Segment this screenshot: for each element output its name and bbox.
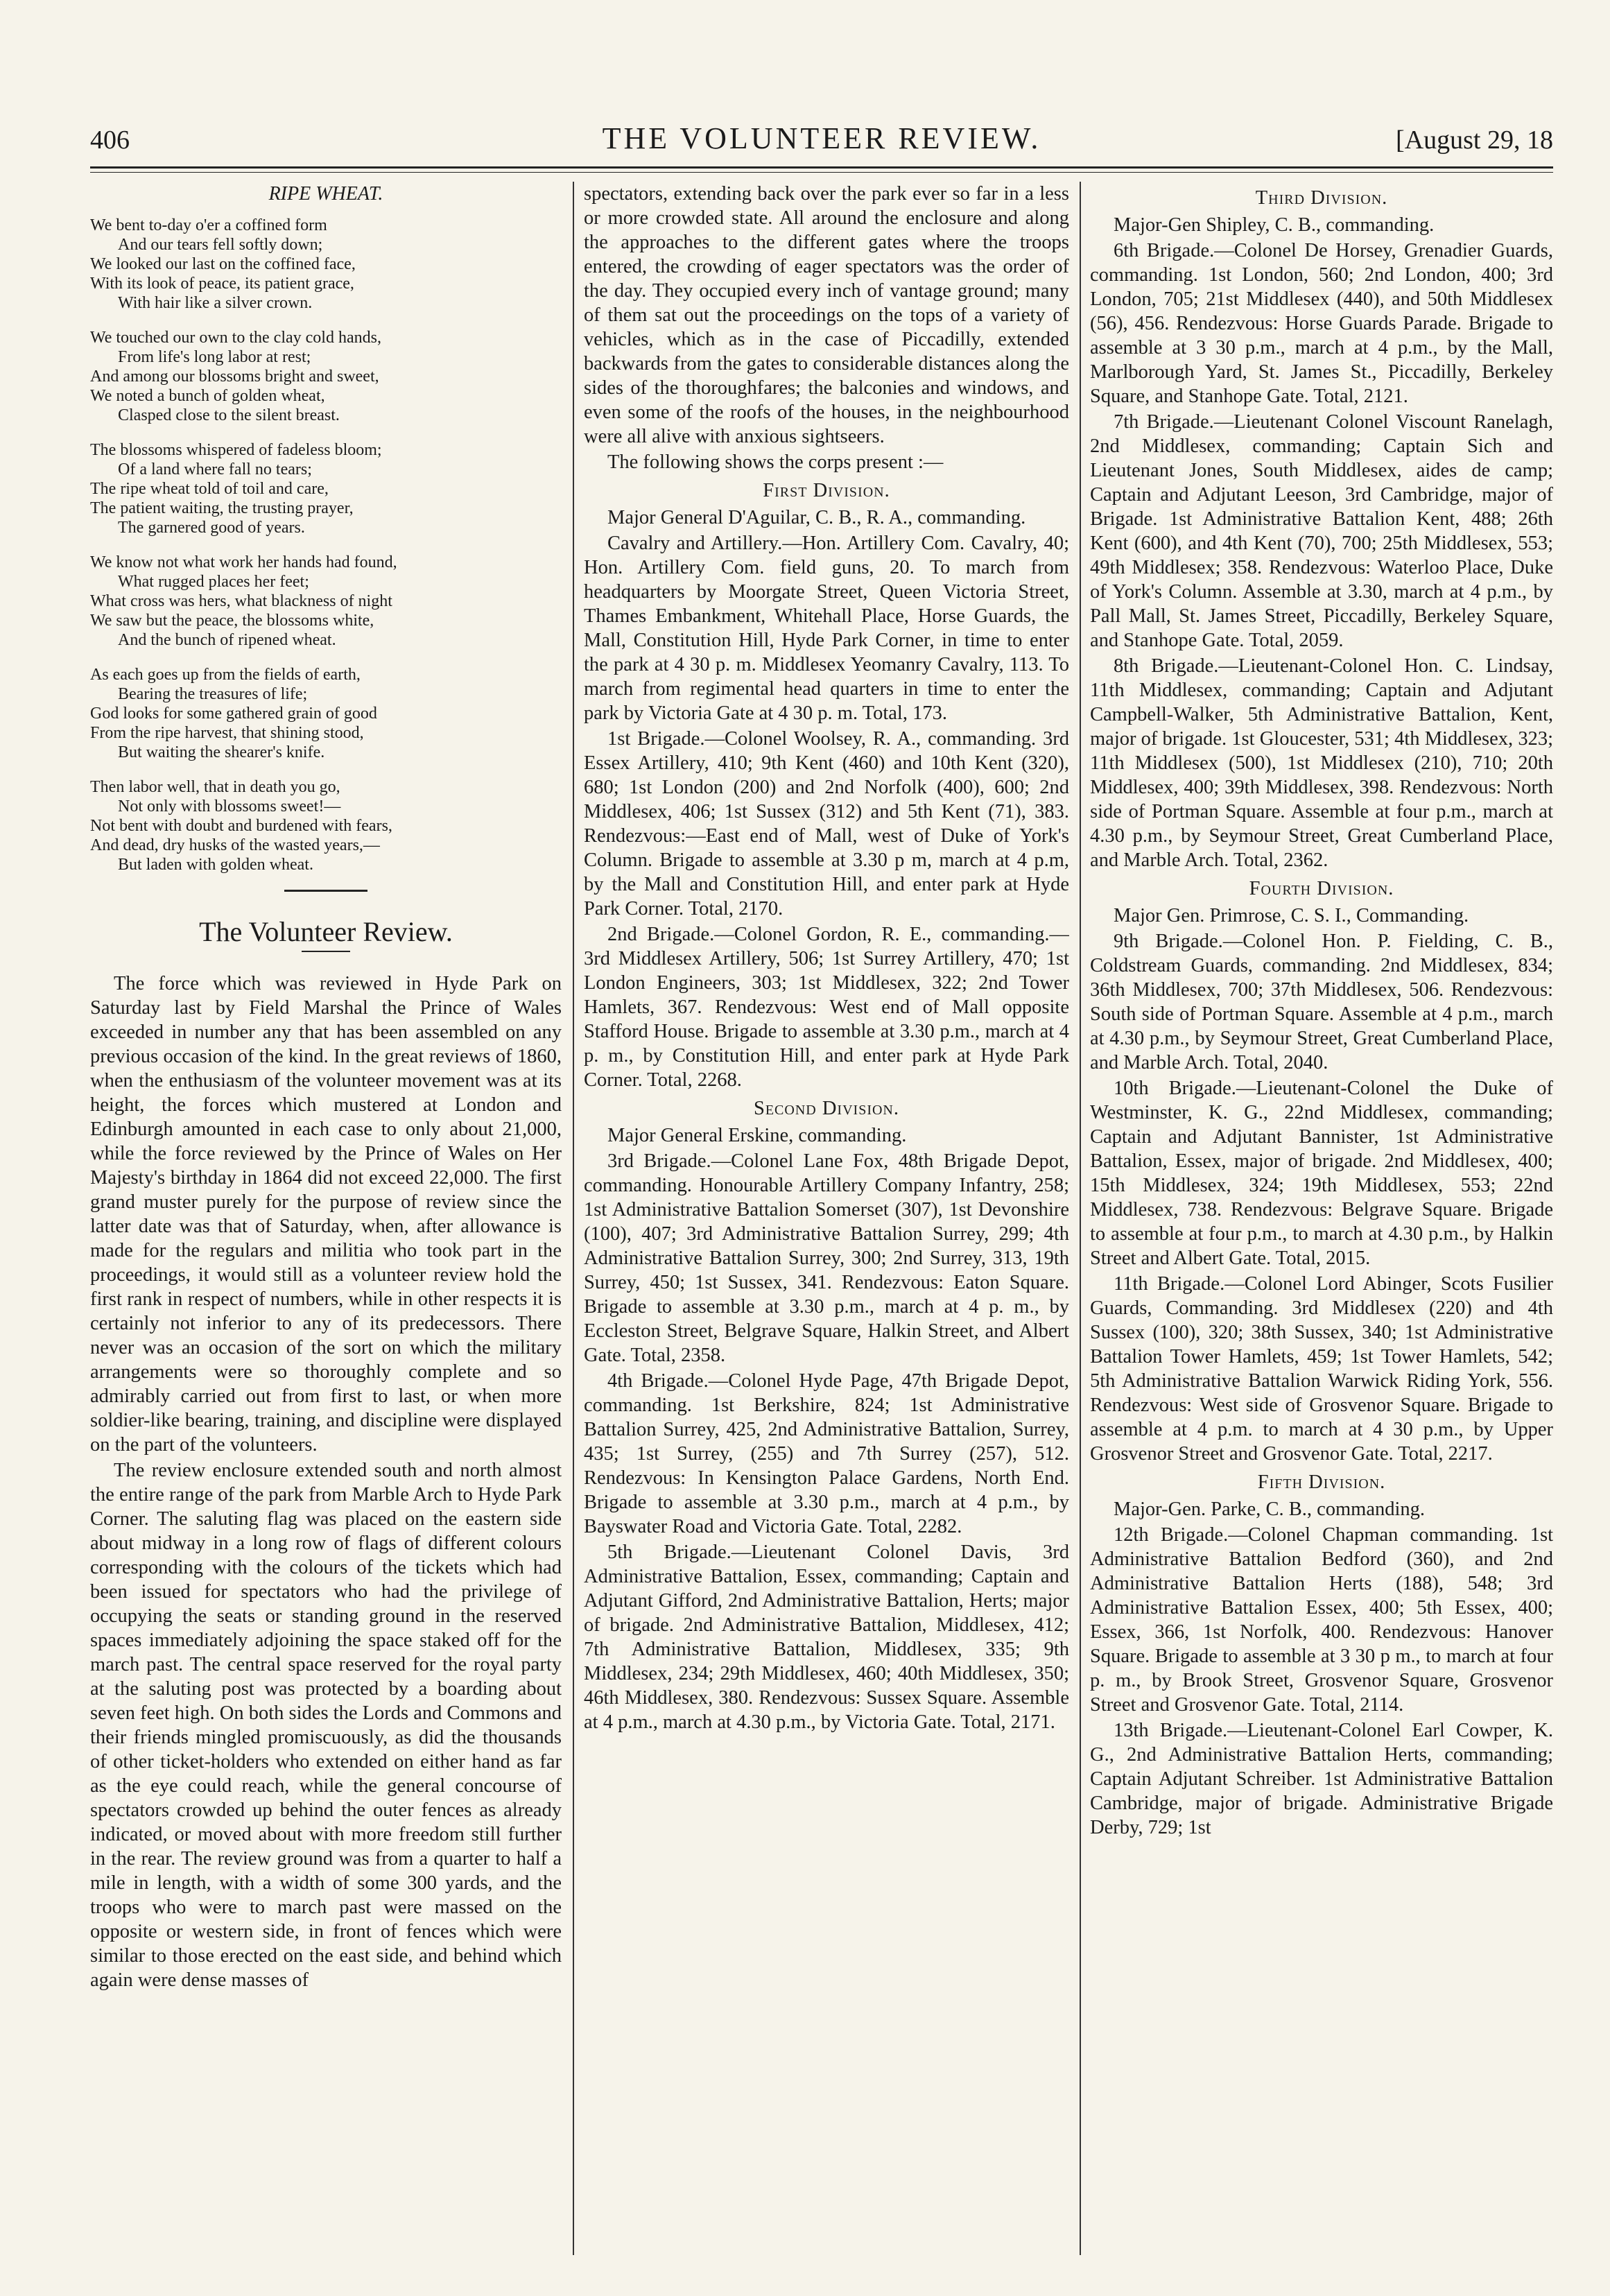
poem-line: We noted a bunch of golden wheat, xyxy=(90,387,325,405)
article-paragraph: 6th Brigade.—Colonel De Horsey, Grenadier Guards, commanding. 1st London, 560; 2nd London, 400; 3rd London, 705; 21st Middlesex (440), and 50th Middlesex (56), 456. Rendezvous: Horse Guards Parade. Brigade to assemble at 3 30 p.m., march at 4 p.m., by the Mall, Marlborough Yard, St. James St., Piccadilly, Berkeley Square, and Stanhope Gate. Total, 2121. xyxy=(1090,240,1553,407)
article-paragraph: 1st Brigade.—Colonel Woolsey, R. A., commanding. 3rd Essex Artillery, 410; 9th Kent (460) and 10th Kent (320), 680; 1st London (200) and 2nd Norfolk (400), 600; 2nd Middlesex, 406; 1st Sussex (312) and 5th Kent (71), 383. Rendezvous:—East end of Mall, west of Duke of York's Column. Brigade to assemble at 3.30 p m, march at 4 p.m, by the Mall and Constitution Hill, and enter park at Hyde Park Corner. Total, 2170. xyxy=(584,728,1069,920)
poem-line: But laden with golden wheat. xyxy=(118,856,313,874)
article-paragraph: Major-Gen Shipley, C. B., commanding. xyxy=(1114,214,1435,236)
poem-line: We touched our own to the clay cold hands, xyxy=(90,329,381,347)
poem-line: Bearing the treasures of life; xyxy=(118,685,308,703)
article-paragraph: The force which was reviewed in Hyde Park on Saturday last by Field Marshal the Prince of Wales exceeded in number any that has been assembled on any previous occasion of the kind. In the great reviews of 1860, when the enthusiasm of the volunteer movement was at its height, the forces which mustered at London and Edinburgh amounted in each case to only about 21,000, while the force reviewed by the Prince of Wales on Her Majesty's birthday in 1864 did not exceed 22,000. The first grand muster purely for the purpose of review since the latter date was that of Saturday, when, after allowance is made for the regulars and militia who took part in the proceedings, it would still as a volunteer review hold the first rank in respect of numbers, while in other respects it is certainly not inferior to any of its predecessors. There never was an occasion of the sort on which the military arrangements were so thoroughly complete and so admirably carried out from first to last, or when more soldier-like bearing, training, and discipline were displayed on the part of the volunteers. xyxy=(90,973,562,1456)
poem-line: With hair like a silver crown. xyxy=(118,294,313,312)
poem-line: But waiting the shearer's knife. xyxy=(118,743,325,761)
poem-line: Of a land where fall no tears; xyxy=(118,460,312,478)
page-number: 406 xyxy=(90,126,130,155)
article-paragraph: spectators, extending back over the park ever so far in a less or more crowded state. All around the enclosure and along the approaches to the different gates where the troops entered, the crowding of eager spectators was the order of the day. They occupied every inch of vantage ground; many of them sat out the proceedings on the tops of a variety of vehicles, which as in the case of Piccadilly, extended backwards from the gates to considerable distances along the sides of the thoroughfares; the balconies and windows, and even some of the roofs of the houses, in the neighbourhood were all alive with anxious sightseers. xyxy=(584,183,1069,447)
masthead-title: THE VOLUNTEER REVIEW. xyxy=(602,121,1041,155)
poem-stanza xyxy=(90,440,562,537)
poem-line: What rugged places her feet; xyxy=(118,573,309,591)
article-paragraph: The following shows the corps present :— xyxy=(607,451,944,473)
poem-line: Not bent with doubt and burdened with fears, xyxy=(90,817,392,835)
poem-line: The garnered good of years. xyxy=(118,519,305,537)
column-3 xyxy=(1090,182,1553,2255)
page-header xyxy=(90,119,1553,161)
poem-line: And among our blossoms bright and sweet, xyxy=(90,368,379,386)
article-paragraph: 4th Brigade.—Colonel Hyde Page, 47th Brigade Depot, commanding. 1st Berkshire, 824; 1st Administrative Battalion Surrey, 425, 2nd Administrative Battalion, Surrey, 435; 1st Surrey, (255) and 7th Surrey (257), 512. Rendezvous: In Kensington Palace Gardens, North End. Brigade to assemble at 3.30 p.m., march at 4 p.m., by Bayswater Road and Victoria Gate. Total, 2282. xyxy=(584,1370,1069,1537)
article-title-rule xyxy=(302,951,350,952)
poem-line: With its look of peace, its patient grace, xyxy=(90,275,354,293)
division-heading: Fourth Division. xyxy=(1249,878,1394,899)
article-paragraph: The review enclosure extended south and north almost the entire range of the park from Marble Arch to Hyde Park Corner. The saluting flag was placed on the eastern side about midway in a long row of flags of different colours corresponding with the colours of the tickets which had been issued for spectators who had the privilege of occupying the seats or standing ground in the reserved spaces immediately adjoining the space staked off for the march past. The central space reserved for the royal party at the saluting post was protected by a boarding about seven feet high. On both sides the Lords and Commons and their friends mingled promiscuously, as did the thousands of other ticket-holders who extended on either hand as far as the eye could reach, while the general concourse of spectators crowded up behind the outer fences as already indicated, or moved about with more freedom still further in the rear. The review ground was from a quarter to half a mile in length, with a width of some 300 yards, and the troops who were to march past were massed on the opposite or western side, in front of fences which were similar to those erected on the east side, and behind which again were dense masses of xyxy=(90,1460,562,1991)
poem-line: God looks for some gathered grain of good xyxy=(90,705,377,723)
division-heading: First Division. xyxy=(763,480,890,501)
poem-line: Not only with blossoms sweet!— xyxy=(118,797,341,815)
poem-line: As each goes up from the fields of earth, xyxy=(90,666,361,684)
poem-line: We saw but the peace, the blossoms white, xyxy=(90,612,374,630)
article-paragraph: 7th Brigade.—Lieutenant Colonel Viscount Ranelagh, 2nd Middlesex, commanding; Captain Sich and Lieutenant Jones, South Middlesex, aides de camp; Captain and Adjutant Leeson, 3rd Cambridge, major of Brigade. 1st Administrative Battalion Kent, 488; 26th Kent (600), and 4th Kent (70), 700; 25th Middlesex, 553; 49th Middlesex; 358. Rendezvous: Waterloo Place, Duke of York's Column. Assemble at 3.30, march at 4 p.m., by Pall Mall, St. James Street, Piccadilly, Berkeley Square, and Stanhope Gate. Total, 2059. xyxy=(1090,411,1553,651)
division-heading: Fifth Division. xyxy=(1257,1471,1386,1493)
poem-line: We know not what work her hands had found, xyxy=(90,553,397,571)
column-divider xyxy=(573,182,574,2255)
division-heading: Second Division. xyxy=(753,1098,899,1119)
article-paragraph: 5th Brigade.—Lieutenant Colonel Davis, 3rd Administrative Battalion, Essex, commanding; Captain and Adjutant Gifford, 2nd Administrative Battalion, Herts; major of brigade. 2nd Administrative Battalion, Middlesex, 412; 7th Administrative Battalion, Middlesex, 335; 9th Middlesex, 234; 29th Middlesex, 460; 40th Middlesex, 350; 46th Middlesex, 380. Rendezvous: Sussex Square. Assemble at 4 p.m., march at 4.30 p.m., by Victoria Gate. Total, 2171. xyxy=(584,1542,1069,1733)
header-rule-thin xyxy=(90,172,1553,173)
poem-line: What cross was hers, what blackness of night xyxy=(90,592,392,610)
article-paragraph: 10th Brigade.—Lieutenant-Colonel the Duke of Westminster, K. G., 22nd Middlesex, commanding; Captain and Adjutant Bannister, 1st Administrative Battalion, Essex, major of brigade. 2nd Middlesex, 400; 15th Middlesex, 324; 19th Middlesex, 553; 22nd Middlesex, 738. Rendezvous: Belgrave Square. Brigade to assemble at four p.m., to march at 4.30 p.m., by Halkin Street and Albert Gate. Total, 2015. xyxy=(1090,1078,1553,1269)
article-paragraph: 2nd Brigade.—Colonel Gordon, R. E., commanding.—3rd Middlesex Artillery, 506; 1st Surrey Artillery, 470; 1st London Engineers, 303; 1st Middlesex, 322; 2nd Tower Hamlets, 367. Rendezvous: West end of Mall opposite Stafford House. Brigade to assemble at 3.30 p.m., march at 4 p. m., by Constitution Hill, and enter park at Hyde Park Corner. Total, 2268. xyxy=(584,924,1069,1091)
poem-line: Then labor well, that in death you go, xyxy=(90,778,340,796)
poem-stanza xyxy=(90,328,562,425)
poem-line: And the bunch of ripened wheat. xyxy=(118,631,336,649)
poem-stanza xyxy=(90,553,562,650)
poem-body xyxy=(90,216,562,874)
column-1 xyxy=(90,182,562,2255)
poem-line: And our tears fell softly down; xyxy=(118,236,323,254)
article-paragraph: Major-Gen. Parke, C. B., commanding. xyxy=(1114,1499,1426,1520)
division-heading: Third Division. xyxy=(1255,187,1388,209)
article-paragraph: 13th Brigade.—Lieutenant-Colonel Earl Cowper, K. G., 2nd Administrative Battalion Herts, commanding; Captain Adjutant Schreiber. 1st Administrative Battalion Cambridge, major of brigade. Administrative Brigade Derby, 729; 1st xyxy=(1090,1720,1553,1838)
column-2 xyxy=(584,182,1069,2255)
article-paragraph: 9th Brigade.—Colonel Hon. P. Fielding, C. B., Coldstream Guards, commanding. 2nd Middlesex, 834; 36th Middlesex, 700; 37th Middlesex, 506. Rendezvous: South side of Portman Square. Assemble at 4 p.m., march at 4.30 p.m., by Seymour Street, Great Cumberland Place, and Marble Arch. Total, 2040. xyxy=(1090,931,1553,1073)
poem-stanza xyxy=(90,777,562,874)
article-title: The Volunteer Review. xyxy=(199,916,453,947)
poem-line: The blossoms whispered of fadeless bloom; xyxy=(90,441,382,459)
article-paragraph: Major General D'Aguilar, C. B., R. A., commanding. xyxy=(607,507,1026,528)
poem-line: Clasped close to the silent breast. xyxy=(118,406,340,424)
poem-line: And dead, dry husks of the wasted years,— xyxy=(90,836,380,854)
article-paragraph: 8th Brigade.—Lieutenant-Colonel Hon. C. Lindsay, 11th Middlesex, commanding; Captain and Adjutant Campbell-Walker, 5th Administrative Battalion, Kent, major of brigade. 1st Gloucester, 531; 4th Middlesex, 323; 11th Middlesex (500), 1st Middlesex (210), 710; 20th Middlesex, 400; 39th Middlesex, 398. Rendezvous: North side of Portman Square. Assemble at four p.m., march at 4.30 p.m., by Seymour Street, Great Cumberland Place, and Marble Arch. Total, 2362. xyxy=(1090,655,1553,871)
poem-line: The ripe wheat told of toil and care, xyxy=(90,480,329,498)
column-divider xyxy=(1080,182,1081,2255)
article-paragraph: Major General Erskine, commanding. xyxy=(607,1125,907,1146)
article-paragraph: 12th Brigade.—Colonel Chapman commanding. 1st Administrative Battalion Bedford (360), and 2nd Administrative Battalion Herts (188), 548; 3rd Administrative Battalion Essex, 400; 5th Essex, 400; Essex, 366, 1st Norfolk, 400. Rendezvous: Hanover Square. Brigade to assemble at 3 30 p m., to march at four p. m., by Brook Street, Grosvenor Square, Grosvenor Street and Grosvenor Gate. Total, 2114. xyxy=(1090,1524,1553,1716)
article-paragraph: 11th Brigade.—Colonel Lord Abinger, Scots Fusilier Guards, Commanding. 3rd Middlesex (220) and 4th Sussex (100), 320; 38th Sussex, 340; 1st Administrative Battalion Tower Hamlets, 459; 1st Tower Hamlets, 542; 5th Administrative Battalion Warwick Riding York, 556. Rendezvous: West side of Grosvenor Square. Brigade to assemble at 4 p.m. to march at 4 30 p.m., by Upper Grosvenor Street and Grosvenor Gate. Total, 2217. xyxy=(1090,1273,1553,1465)
poem-line: From life's long labor at rest; xyxy=(118,348,311,366)
article-paragraph: Cavalry and Artillery.—Hon. Artillery Com. Cavalry, 40; Hon. Artillery Com. field guns, 20. To march from headquarters by Moorgate Street, Queen Victoria Street, Thames Embankment, Whitehall Place, Horse Guards, the Mall, Constitution Hill, Hyde Park Corner, in time to enter the park at 4 30 p. m. Middlesex Yeomanry Cavalry, 113. To march from regimental head quarters in time to enter the park by Victoria Gate at 4 30 p. m. Total, 173. xyxy=(584,533,1069,724)
poem-line: The patient waiting, the trusting prayer, xyxy=(90,499,354,517)
poem-line: From the ripe harvest, that shining stood, xyxy=(90,724,364,742)
poem-stanza xyxy=(90,216,562,313)
header-rule xyxy=(90,166,1553,169)
issue-date: [August 29, 18 xyxy=(1396,126,1553,155)
article-paragraph: 3rd Brigade.—Colonel Lane Fox, 48th Brigade Depot, commanding. Honourable Artillery Company Infantry, 258; 1st Administrative Battalion Somerset (307), 1st Devonshire (100), 407; 3rd Administrative Battalion Surrey, 299; 4th Administrative Battalion Surrey, 300; 2nd Surrey, 313, 19th Surrey, 450; 1st Sussex, 341. Rendezvous: Eaton Square. Brigade to assemble at 3.30 p.m., march at 4 p. m., by Eccleston Street, Belgrave Square, Halkin Street, and Albert Gate. Total, 2358. xyxy=(584,1150,1069,1366)
poem-title: RIPE WHEAT. xyxy=(268,183,383,205)
poem-line: We looked our last on the coffined face, xyxy=(90,255,356,273)
poem-end-rule xyxy=(284,890,367,892)
poem-line: We bent to-day o'er a coffined form xyxy=(90,216,327,234)
article-paragraph: Major Gen. Primrose, C. S. I., Commanding. xyxy=(1114,905,1469,926)
poem-stanza xyxy=(90,665,562,762)
